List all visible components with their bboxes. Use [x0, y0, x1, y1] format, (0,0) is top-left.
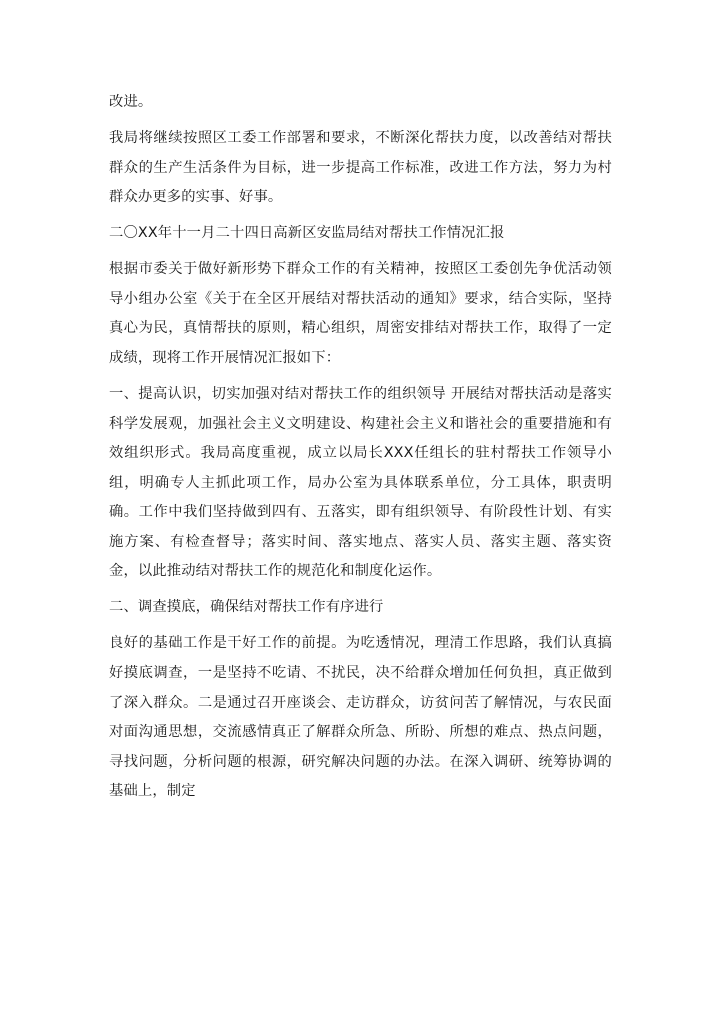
paragraph-commitment: 我局将继续按照区工委工作部署和要求，不断深化帮扶力度，以改善结对帮扶群众的生产生活条件为目标，进一步提高工作标准，改进工作方法，努力为村群众办更多的实事、好事。 [109, 129, 612, 206]
paragraph-continuation: 改进。 [109, 94, 153, 110]
section-one-paragraph: 一、提高认识，切实加强对结对帮扶工作的组织领导 开展结对帮扶活动是落实科学发展观，加强社会主义文明建设、构建社会主义和谐社会的重要措施和有效组织形式。我局高度重视，成立以局长XXX任组长的驻村帮扶工作领导小组，明确专人主抓此项工作，局办公室为具体联系单位，分工具体，职责明确。工作中我们坚持做到四有、五落实，即有组织领导、有阶段性计划、有实施方案、有检查督导；落实时间、落实地点、落实人员、落实主题、落实资金，以此推动结对帮扶工作的规范化和制度化运作。 [109, 385, 612, 580]
document-body [109, 88, 612, 807]
paragraph-introduction: 根据市委关于做好新形势下群众工作的有关精神，按照区工委创先争优活动领导小组办公室《关于在全区开展结对帮扶活动的通知》要求，结合实际，坚持真心为民，真情帮扶的原则，精心组织，周密安排结对帮扶工作，取得了一定成绩，现将工作开展情况汇报如下： [109, 261, 612, 366]
section-two-paragraph: 良好的基础工作是干好工作的前提。为吃透情况，理清工作思路，我们认真搞好摸底调查，一是坚持不吃请、不扰民，决不给群众增加任何负担，真正做到了深入群众。二是通过召开座谈会、走访群众，访贫问苦了解情况，与农民面对面沟通思想，交流感情真正了解群众所急、所盼、所想的难点、热点问题，寻找问题，分析问题的根源，研究解决问题的办法。在深入调研、统筹协调的基础上，制定 [109, 635, 612, 800]
section-two-heading: 二、调查摸底，确保结对帮扶工作有序进行 [109, 599, 384, 616]
report-title-line: 二〇XX年十一月二十四日高新区安监局结对帮扶工作情况汇报 [109, 225, 505, 242]
